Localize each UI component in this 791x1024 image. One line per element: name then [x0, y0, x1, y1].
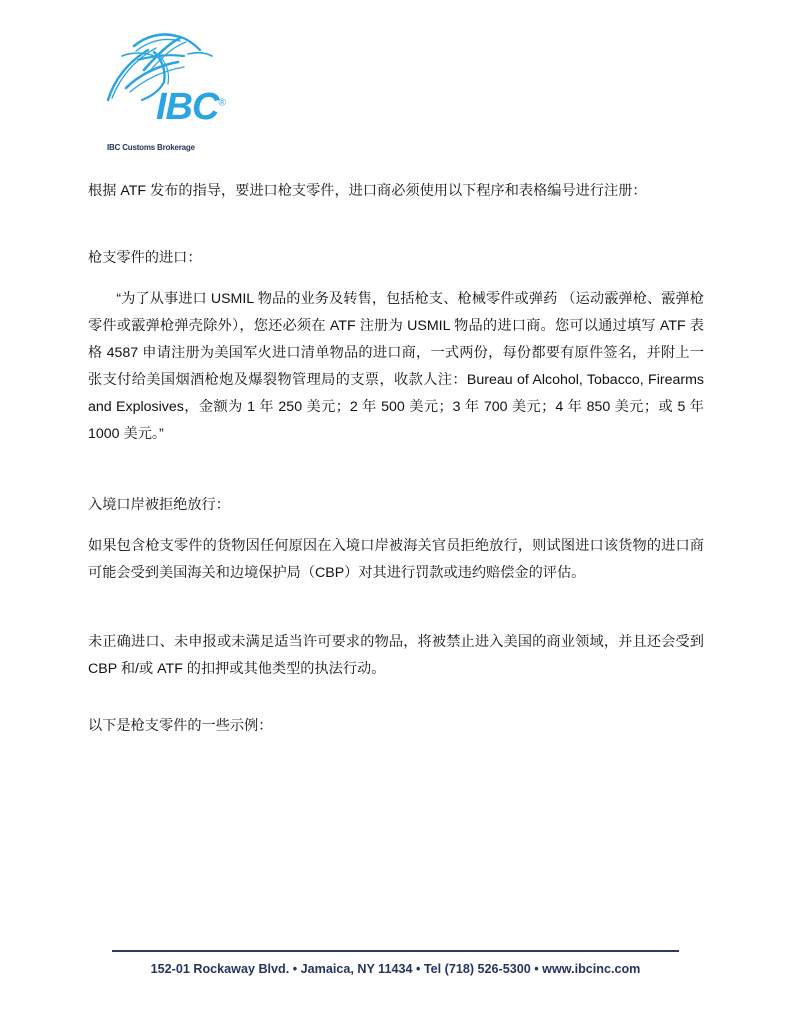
letterhead — [104, 26, 304, 152]
examples-intro-paragraph: 以下是枪支零件的一些示例： — [88, 718, 273, 734]
footer-contact-line: 152-01 Rockaway Blvd. • Jamaica, NY 11434 • Tel (718) 526-5300 • www.ibcinc.com — [150, 962, 641, 976]
ibc-tagline: IBC Customs Brokerage — [107, 143, 195, 152]
lead-paragraph: 根据 ATF 发布的指导，要进口枪支零件，进口商必须使用以下程序和表格编号进行注册： — [88, 183, 647, 199]
ibc-wordmark-text: IBC — [156, 86, 219, 128]
heading-firearms-parts-import: 枪支零件的进口： — [88, 250, 202, 266]
footer-divider — [112, 950, 679, 952]
ibc-wordmark — [156, 88, 226, 126]
page-footer — [112, 950, 679, 976]
enforcement-paragraph: 未正确进口、未申报或未满足适当许可要求的物品，将被禁止进入美国的商业领域，并且还会受到 CBP 和/或 ATF 的扣押或其他类型的执法行动。 — [88, 634, 704, 677]
registered-trademark-icon: ® — [218, 97, 226, 109]
document-body — [88, 178, 704, 740]
refused-entry-paragraph: 如果包含枪支零件的货物因任何原因在入境口岸被海关官员拒绝放行，则试图进口该货物的进口商可能会受到美国海关和边境保护局（CBP）对其进行罚款或违约赔偿金的评估。 — [88, 538, 704, 581]
atf-quote-paragraph: “为了从事进口 USMIL 物品的业务及转售，包括枪支、枪械零件或弹药 （运动霰弹枪、霰弹枪零件或霰弹枪弹壳除外），您还必须在 ATF 注册为 USMIL 物品的进口商。您可以通过填写 ATF 表格 4587 申请注册为美国军火进口清单物品的进口商，一式两份，每份都要有原件签名，并附上一张支付给美国烟酒枪炮及爆裂物管理局的支票，收款人注：Bureau of Alcohol, Tobacco, Firearms and Explosives，金额为 1 年 250 美元；2 年 500 美元；3 年 700 美元；4 年 850 美元；或 5 年 1000 美元。” — [88, 291, 704, 442]
heading-refused-at-port-of-entry: 入境口岸被拒绝放行： — [88, 497, 230, 513]
